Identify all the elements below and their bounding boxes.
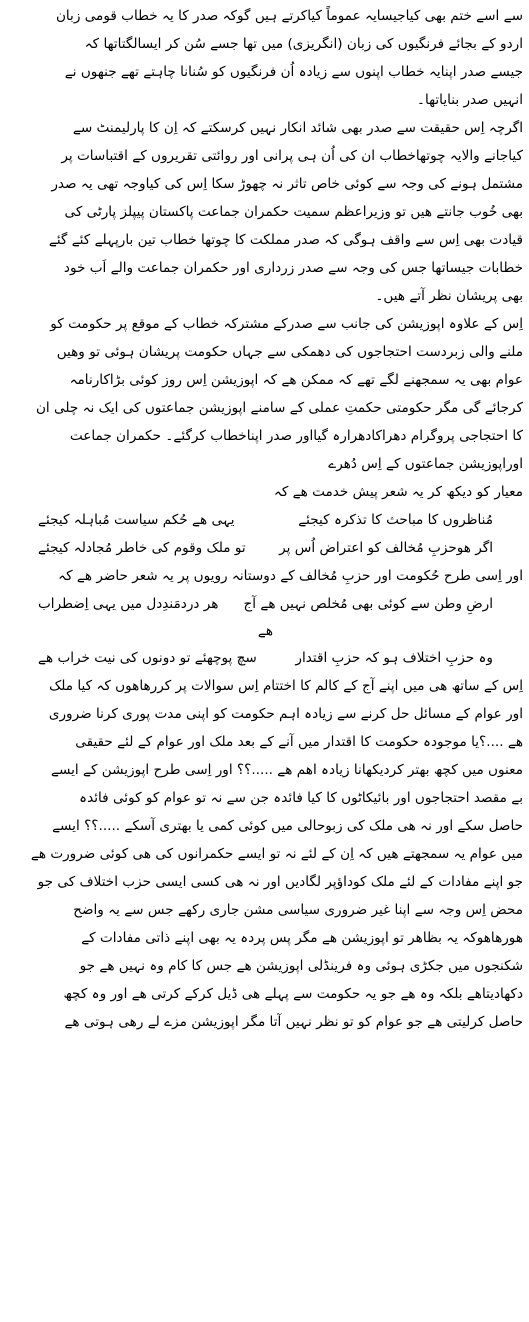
text-line: معیار کو دیکھ کر یہ شعر پیش خدمت ھے کہ xyxy=(273,484,523,500)
text-line: بھی پریشان نظر آتے ھیں۔ xyxy=(375,288,523,304)
text-line: بے مقصد احتجاجوں اور بائیکاٹوں کا کیا فائدہ جن سے نہ تو عوام کو کوئی فائدہ xyxy=(79,790,523,806)
text-line: کیاجانے والایہ چوتھاخطاب ان کی اُن ہی پرانی اور روائتی تقریروں کے اقتباسات پر xyxy=(61,148,523,164)
verse-second-half: ھر دردمَندِدل میں یہی اِضطراب xyxy=(38,596,219,612)
text-line: بھی خُوب جانتے ھیں تو وزیراعظم سمیت حکمران جماعت پاکستان پیپلز پارٹی کی xyxy=(64,204,523,220)
text-line: ھے ....؟یا موجودہ حکومت کا اقتدار میں آنے کے بعد ملک اور عوام کے لئے حقیقی xyxy=(75,734,523,750)
text-line: اور عوام کے مسائل حل کرنے سے زیادہ اہم حکومت کو اپنی مدت پوری کرنا ضروری xyxy=(48,706,523,722)
text-line: اور اِسی طرح حُکومت اور حزبِ مُخالف کے دوستانہ رویوں پر یہ شعر حاضر ھے کہ xyxy=(58,568,523,584)
text-line: محض اِس وجہ سے اپنا غیر ضروری سیاسی مشن جاری رکھے جس سے یہ واضح xyxy=(73,902,523,918)
text-line: اِس کے علاوہ اپوزیشن کی جانب سے صدرکے مشترکہ خطاب کے موقع پر حکومت کو xyxy=(50,316,523,332)
text-line: حاصل سکے اور نہ ھی ملک کی زبوحالی میں کوئی کمی یا بھتری آسکے .....؟؟ ایسے xyxy=(52,818,523,834)
text-line: سے اسے ختم بھی کیاجیسایہ عموماً کیاکرتے ہیں گوکہ صدر کا یہ خطاب قومی زبان xyxy=(55,8,523,24)
text-line: ملنے والی زبردست احتجاجوں کی دھمکی سے جہاں حکومت پریشان ہوئی تو وھیں xyxy=(56,344,523,360)
text-line: قیادت بھی اِس سے واقف ہوگی کہ صدر مملکت کا چوتھا خطاب تین بارپہلے کئے گئے xyxy=(48,232,523,248)
text-line: جو اپنے مفادات کے لئے ملک کوداؤپر لگادیں اور نہ ھی کسی ایسی حزب اختلاف کی جو xyxy=(37,874,523,890)
text-line: اگرچہ اِس حقیقت سے صدر بھی شائد انکار نہیں کرسکتے کہ اِن کا پارلیمنٹ سے xyxy=(72,120,523,136)
text-line: جیسے صدر اپنایہ خطاب اپنوں سے زیادہ اُن فرنگیوں کو سُنانا چاہتے تھے جنھوں نے xyxy=(64,64,523,80)
text-line: دکھادیتاھے بلکہ وہ ھے جو یہ حکومت سے پہلے ھی ڈیل کرکے کرتی ھے اور وہ کچھ xyxy=(63,986,523,1002)
text-line: عوام بھی یہ سمجھنے لگے تھے کہ ممکن ھے کہ اپوزیشن اِس روز کوئی بڑاکارنامہ xyxy=(69,372,523,388)
verse-line xyxy=(8,534,523,562)
text-line: ھورھاھوکہ یہ بظاھر تو اپوزیشن ھے مگر پس پردہ یہ بھی اپنے ذاتی مفادات کے xyxy=(81,930,523,946)
paragraph-4 xyxy=(8,672,523,1036)
paragraph-2 xyxy=(8,114,523,310)
text-line: معنوں میں کچھ بھتر کردیکھانا زیادہ اھم ھے .....؟؟ اور اِسی طرح اپوزیشن کے ایسے xyxy=(51,762,523,778)
verse-line xyxy=(8,644,523,672)
verse-first-half: اگر ھوحزبِ مُخالف کو اعتراض اُس پر xyxy=(279,540,493,556)
verse-line xyxy=(8,506,523,534)
text-line: اِس کے ساتھ ھی میں اپنے آج کے کالم کا اختتام اِس سوالات پر کررھاھوں کہ کیا ملک xyxy=(49,678,523,694)
verse-second-half: تو ملک وقوم کی خاطر مُجادلہ کیجئے xyxy=(38,540,246,556)
text-line: کا احتجاجی پروگرام دھراکادھرارہ گیااور صدر اپناخطاب کرگئے۔ حکمران جماعت xyxy=(69,428,523,444)
text-line: مشتمل ہونے کی وجہ سے کوئی خاص تاثر نہ چھوڑ سکا اِس کی کیاوجہ تھی یہ صدر xyxy=(51,176,523,192)
verse-tail: ھے xyxy=(257,623,274,639)
paragraph-3 xyxy=(8,310,523,506)
paragraph-1 xyxy=(8,2,523,114)
text-line: انہیں صدر بنایاتھا۔ xyxy=(417,92,523,108)
text-line: خطابات جیساتھا جس کی وجہ سے صدر زرداری اور حکمران جماعت والے اَب خود xyxy=(63,260,523,276)
text-line: شکنجوں میں جکڑی ہوئی وہ فرینڈلی اپوزیشن ھے جس کا کام وہ نہیں ھے جو xyxy=(79,958,523,974)
text-line: حاصل کرلیتی ھے جو عوام کو تو نظر نہیں آتا مگر اپوزیشن مزے لے رھی ہوتی ھے xyxy=(64,1014,523,1030)
verse-second-half: یہی ھے حُکم سیاست مُباہلہ کیجئے xyxy=(38,512,235,528)
text-line: میں عوام یہ سمجھتے ھیں کہ اِن کے لئے نہ تو ایسے حکمرانوں کی ھی کوئی ضرورت ھے xyxy=(30,846,523,862)
verse-block-1 xyxy=(8,506,523,562)
verse-first-half: ارضِ وطن سے کوئی بھی مُخلص نہیں ھے آج xyxy=(243,596,493,612)
verse-first-half: مُناظروں کا مباحث کا تذکرہ کیجئے xyxy=(298,512,493,528)
verse-first-half: وہ حزبِ اختلاف ہو کہ حزبِ اقتدار xyxy=(295,650,493,666)
text-line: اردو کے بجائے فرنگیوں کی زبان (انگریزی) میں تھا جسے سُن کر ایسالگتاتھا کہ xyxy=(84,36,523,52)
verse-second-half: سچ پوچھئے تو دونوں کی نیت خراب ھے xyxy=(38,650,257,666)
text-line: اوراپوزیشن جماعتوں کے اِس دُھرے xyxy=(328,456,523,472)
text-line: کرجائے گی مگر حکومتی حکمتِ عملی کے سامنے اپوزیشن جماعتوں کی ایک نہ چلی ان xyxy=(35,400,523,416)
verse-line xyxy=(8,590,523,618)
